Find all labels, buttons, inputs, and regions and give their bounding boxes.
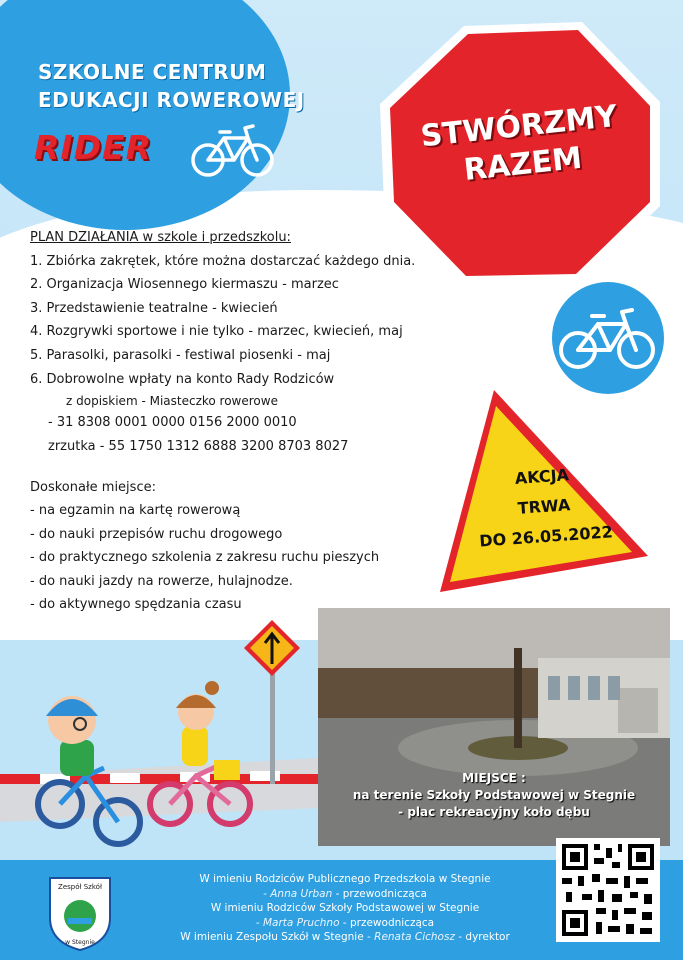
stop-line-1: STWÓRZMY (419, 98, 619, 155)
photo-caption (318, 770, 670, 821)
crest-bottom-text: w Stegnie (65, 939, 95, 946)
bicycle-icon (558, 300, 658, 376)
footer-person-2: - Marta Pruchno (255, 916, 340, 929)
title-line-1: SZKOLNE CENTRUM (38, 60, 267, 84)
school-crest-icon (46, 872, 114, 952)
places-section (30, 476, 450, 616)
qr-code-icon[interactable] (556, 838, 660, 942)
footer-org-1: W imieniu Rodziców Publicznego Przedszkola w Stegnie (199, 873, 491, 885)
footer-person-1: - Anna Urban (263, 887, 333, 900)
caption-line-1: MIEJSCE : (462, 771, 526, 785)
title-line-2: EDUKACJI ROWEROWEJ (38, 88, 305, 112)
caption-line-3: - plac rekreacyjny koło dębu (398, 805, 590, 819)
plan-heading: PLAN DZIAŁANIA w szkole i przedszkolu: (30, 230, 291, 245)
places-item: - do nauki przepisów ruchu drogowego (30, 526, 283, 542)
footer-org-2: W imieniu Rodziców Szkoły Podstawowej w Stegnie (210, 902, 480, 914)
places-item: - na egzamin na kartę rowerową (30, 503, 241, 519)
plan-item: 2. Organizacja Wiosennego kiermaszu - marzec (30, 277, 339, 293)
footer-signatures (130, 872, 560, 945)
stop-line-2: RAZEM (462, 140, 584, 188)
places-item: - do aktywnego spędzania czasu (30, 597, 242, 613)
plan-item: 6. Dobrowolne wpłaty na konto Rady Rodziców (30, 371, 335, 387)
plan-item: 1. Zbiórka zakrętek, które można dostarczać każdego dnia. (30, 253, 416, 269)
plan-account: - 31 8308 0001 0000 0156 2000 0010 (48, 415, 297, 431)
plan-item: 5. Parasolki, parasolki - festiwal piosenki - maj (30, 347, 331, 363)
plan-item: 3. Przedstawienie teatralne - kwiecień (30, 300, 278, 316)
bicycle-icon (190, 118, 276, 182)
caption-line-2: na terenie Szkoły Podstawowej w Stegnie (352, 788, 636, 802)
footer-org-3: W imieniu Zespołu Szkół w Stegnie (180, 931, 364, 943)
footer-role-1: - przewodnicząca (332, 887, 427, 900)
plan-zrzutka: zrzutka - 55 1750 1312 6888 3200 8703 8027 (48, 438, 349, 454)
crest-top-text: Zespół Szkół (58, 883, 102, 891)
plan-item: 4. Rozgrywki sportowe i nie tylko - marzec, kwiecień, maj (30, 324, 403, 340)
kids-cycling-illustration (0, 608, 318, 858)
places-heading: Doskonałe miejsce: (30, 480, 156, 495)
plan-section (30, 226, 450, 458)
footer-role-3: - dyrektor (454, 931, 510, 943)
warning-line-3: DO 26.05.2022 (478, 522, 614, 551)
footer-role-2: - przewodnicząca (339, 916, 435, 929)
warning-sign-text (437, 455, 651, 559)
warning-line-2: TRWA (517, 495, 571, 518)
poster-title (38, 58, 368, 114)
warning-line-1: AKCJA (514, 465, 570, 488)
rider-subtitle: RIDER (34, 128, 153, 167)
places-item: - do nauki jazdy na rowerze, hulajnodze. (30, 573, 293, 589)
footer-person-3: - Renata Cichosz (363, 931, 455, 943)
places-item: - do praktycznego szkolenia z zakresu ruchu pieszych (30, 550, 380, 566)
plan-note: z dopiskiem - Miasteczko rowerowe (66, 394, 278, 409)
